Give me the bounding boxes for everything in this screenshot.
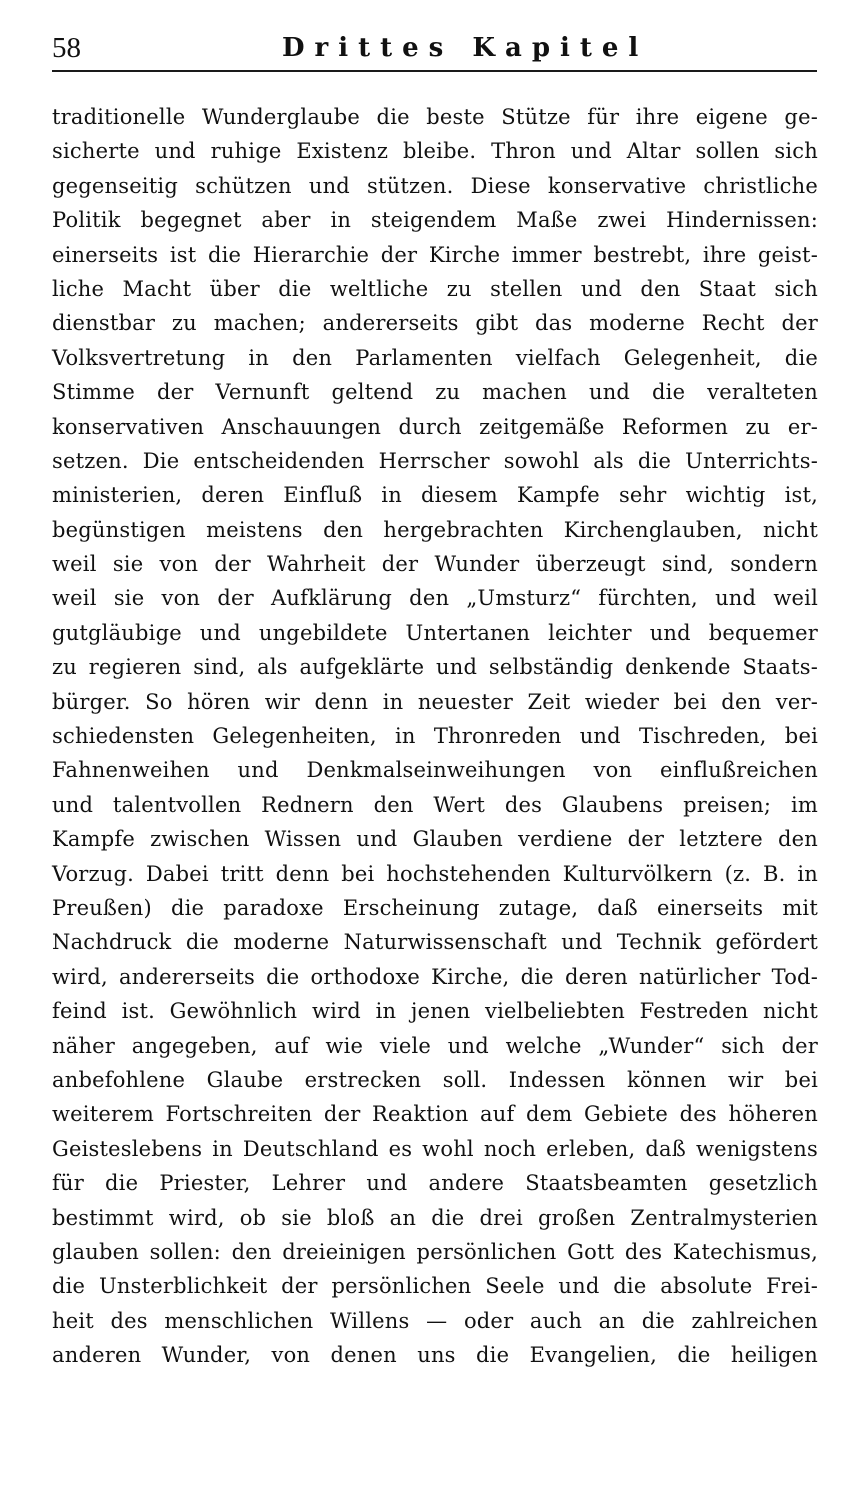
text-line: bürger. So hören wir denn in neuester Zeit wieder bei den ver- <box>52 689 818 714</box>
text-line: heit des menschlichen Willens — oder auch an die zahlreichen <box>52 1308 818 1333</box>
text-line: traditionelle Wunderglaube die beste Stütze für ihre eigene ge- <box>52 105 818 129</box>
text-line: Kampfe zwischen Wissen und Glauben verdiene der letztere den <box>52 827 818 852</box>
text-line: feind ist. Gewöhnlich wird in jenen vielbeliebten Festreden nicht <box>52 999 818 1024</box>
page-header <box>52 26 817 72</box>
text-line: Vorzug. Dabei tritt denn bei hochstehenden Kulturvölkern (z. B. in <box>52 861 818 886</box>
text-line: schiedensten Gelegenheiten, in Thronreden und Tischreden, bei <box>52 724 818 749</box>
text-line: Nachdruck die moderne Naturwissenschaft und Technik gefördert <box>52 930 818 955</box>
text-line: wird, andererseits die orthodoxe Kirche, die deren natürlicher Tod- <box>52 964 818 989</box>
text-line: begünstigen meistens den hergebrachten Kirchenglauben, nicht <box>52 517 818 542</box>
text-line: gegenseitig schützen und stützen. Diese konservative christliche <box>52 173 818 198</box>
text-line: anbefohlene Glaube erstrecken soll. Indessen können wir bei <box>52 1067 818 1092</box>
text-line: Geisteslebens in Deutschland es wohl noch erleben, daß wenigstens <box>52 1136 818 1161</box>
text-line: Politik begegnet aber in steigendem Maße zwei Hindernissen: <box>52 208 818 233</box>
text-line: bestimmt wird, ob sie bloß an die drei großen Zentralmysterien <box>52 1205 818 1230</box>
text-line: weil sie von der Aufklärung den „Umsturz“ fürchten, und weil <box>52 586 818 611</box>
text-line: Preußen) die paradoxe Erscheinung zutage, daß einerseits mit <box>52 895 818 920</box>
text-line: Stimme der Vernunft geltend zu machen und die veralteten <box>52 380 818 405</box>
text-line: zu regieren sind, als aufgeklärte und selbständig denkende Staats- <box>52 655 818 680</box>
text-line: weil sie von der Wahrheit der Wunder überzeugt sind, sondern <box>52 552 818 577</box>
text-line: weiterem Fortschreiten der Reaktion auf dem Gebiete des höheren <box>52 1102 818 1127</box>
text-line: dienstbar zu machen; andererseits gibt das moderne Recht der <box>52 311 818 336</box>
text-line: gutgläubige und ungebildete Untertanen leichter und bequemer <box>52 620 818 645</box>
text-line: liche Macht über die weltliche zu stellen und den Staat sich <box>52 276 818 301</box>
text-line: glauben sollen: den dreieinigen persönlichen Gott des Katechismus, <box>52 1239 818 1264</box>
text-line: Volksvertretung in den Parlamenten vielfach Gelegenheit, die <box>52 345 818 370</box>
running-title: Drittes Kapitel <box>282 33 649 63</box>
text-line: ministerien, deren Einfluß in diesem Kampfe sehr wichtig ist, <box>52 483 818 508</box>
text-line: für die Priester, Lehrer und andere Staatsbeamten gesetzlich <box>52 1171 818 1196</box>
text-line: und talentvollen Rednern den Wert des Glaubens preisen; im <box>52 792 818 817</box>
text-line: konservativen Anschauungen durch zeitgemäße Reformen zu er- <box>52 414 818 439</box>
text-line: näher angegeben, auf wie viele und welche „Wunder“ sich der <box>52 1033 818 1058</box>
text-line: einerseits ist die Hierarchie der Kirche immer bestrebt, ihre geist- <box>52 242 818 267</box>
page-number: 58 <box>52 32 81 64</box>
text-line: Fahnenweihen und Denkmalseinweihungen von einflußreichen <box>52 758 818 783</box>
body-text <box>52 100 818 1372</box>
text-line: sicherte und ruhige Existenz bleibe. Thron und Altar sollen sich <box>52 139 818 164</box>
text-line: die Unsterblichkeit der persönlichen Seele und die absolute Frei- <box>52 1274 818 1299</box>
text-line: anderen Wunder, von denen uns die Evangelien, die heiligen <box>52 1343 818 1368</box>
text-line: setzen. Die entscheidenden Herrscher sowohl als die Unterrichts- <box>52 448 818 473</box>
